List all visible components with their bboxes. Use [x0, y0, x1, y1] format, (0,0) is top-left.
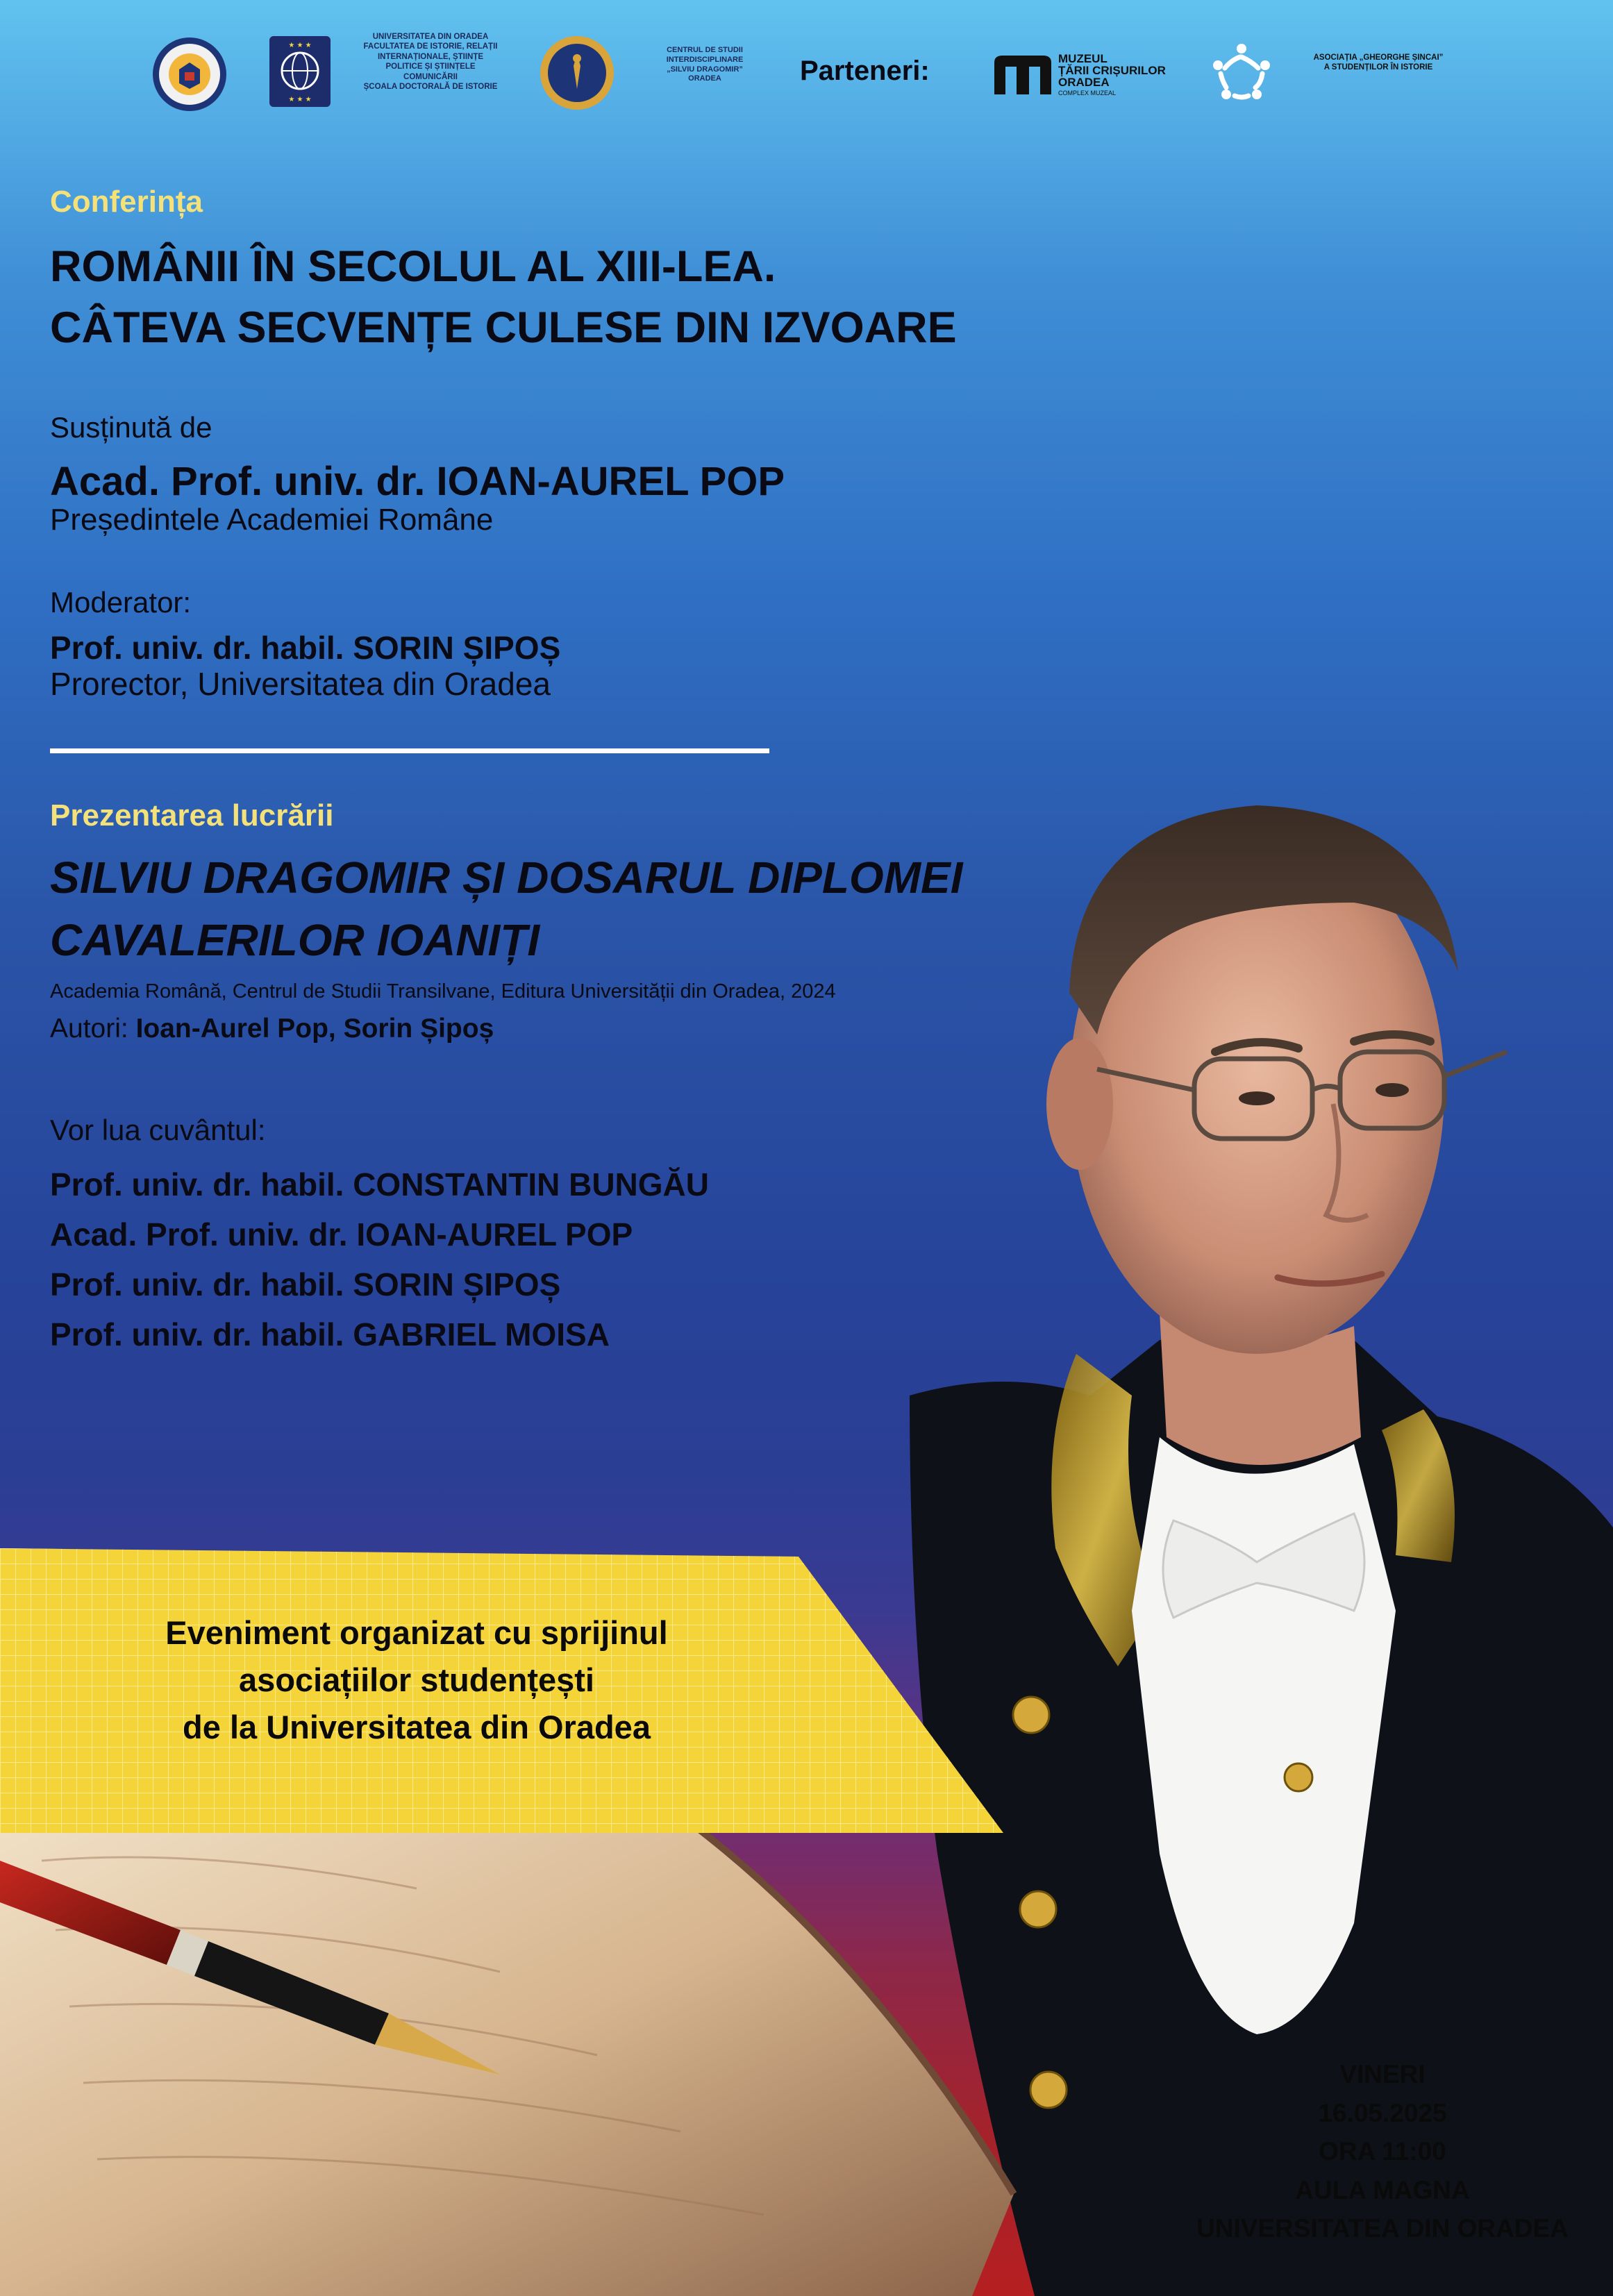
event-institution: UNIVERSITATEA DIN ORADEA [1196, 2214, 1569, 2243]
faculty-text: UNIVERSITATEA DIN ORADEA FACULTATEA DE ISTORIE, RELAȚII INTERNAȚIONALE, ȘTIINȚE POLITICE ȘI ȘTIINȚELE COMUNICĂRII ȘCOALA DOCTORALĂ DE ISTORIE [363, 33, 498, 91]
book-and-pen-image [0, 1805, 1042, 2296]
conference-title-line2: CÂTEVA SECVENȚE CULESE DIN IZVOARE [50, 303, 957, 353]
speaker-item: Prof. univ. dr. habil. SORIN ȘIPOȘ [50, 1266, 561, 1302]
moderator-name: Prof. univ. dr. habil. SORIN ȘIPOȘ [50, 630, 561, 666]
association-logo-icon [1208, 40, 1275, 107]
center-text: CENTRUL DE STUDII INTERDISCIPLINARE „SILVIU DRAGOMIR” ORADEA [666, 46, 744, 83]
authors-label: Autori: [50, 1014, 128, 1044]
banner-line1: Eveniment organizat cu sprijinul [165, 1614, 668, 1651]
moderator-role: Prorector, Universitatea din Oradea [50, 666, 551, 702]
presentation-title [50, 847, 962, 971]
conference-title [50, 236, 957, 358]
presentation-title-line2: CAVALERILOR IOANIȚI [50, 914, 540, 965]
presentation-label: Prezentarea lucrării [50, 798, 334, 832]
svg-text:★ ★ ★: ★ ★ ★ [288, 96, 312, 103]
event-info [1174, 2055, 1591, 2248]
speakers-list [50, 1159, 709, 1359]
partners-label: Parteneri: [800, 56, 930, 86]
event-day: VINERI [1339, 2060, 1426, 2088]
speaker-name: Acad. Prof. univ. dr. IOAN-AUREL POP [50, 459, 785, 504]
museum-name-2: ȚĂRII CRIȘURILOR [1058, 64, 1166, 77]
event-time: ORA 11:00 [1319, 2137, 1446, 2165]
publisher: Academia Română, Centrul de Studii Transilvane, Editura Universității din Oradea, 2024 [50, 980, 836, 1003]
museum-logo-icon [992, 53, 1054, 99]
faculty-logo-icon [269, 36, 331, 107]
association-text: ASOCIAȚIA „GHEORGHE ȘINCAI” A STUDENȚILOR ÎN ISTORIE [1313, 53, 1444, 72]
banner-line3: de la Universitatea din Oradea [183, 1709, 651, 1746]
conference-title-line1: ROMÂNII ÎN SECOLUL AL XIII-LEA. [50, 242, 776, 291]
authors: Ioan-Aurel Pop, Sorin Șipoș [135, 1014, 494, 1044]
event-date: 16.05.2025 [1318, 2098, 1447, 2127]
moderator-label: Moderator: [50, 586, 192, 619]
speaker-item: Prof. univ. dr. habil. GABRIEL MOISA [50, 1316, 610, 1352]
museum-name [1058, 53, 1166, 97]
divider-line [50, 748, 769, 753]
doctoral-school-seal-icon [539, 35, 615, 111]
svg-text:★ ★ ★: ★ ★ ★ [288, 42, 312, 49]
speaker-item: Acad. Prof. univ. dr. IOAN-AUREL POP [50, 1216, 633, 1252]
museum-name-3: ORADEA [1058, 76, 1110, 89]
museum-sub: COMPLEX MUZEAL [1058, 90, 1117, 97]
speakers-label: Vor lua cuvântul: [50, 1114, 266, 1146]
banner-text [35, 1609, 799, 1751]
speaker-role: Președintele Academiei Române [50, 503, 494, 537]
supported-by-label: Susținută de [50, 411, 212, 444]
conference-label: Conferința [50, 185, 203, 219]
authors-line [50, 1014, 494, 1044]
speaker-item: Prof. univ. dr. habil. CONSTANTIN BUNGĂU [50, 1166, 709, 1203]
presentation-title-line1: SILVIU DRAGOMIR ȘI DOSARUL DIPLOMEI [50, 853, 963, 903]
banner-line2: asociațiilor studențești [239, 1661, 594, 1699]
event-venue: AULA MAGNA [1295, 2175, 1470, 2204]
museum-name-1: MUZEUL [1058, 52, 1108, 65]
university-seal-icon [151, 36, 228, 112]
